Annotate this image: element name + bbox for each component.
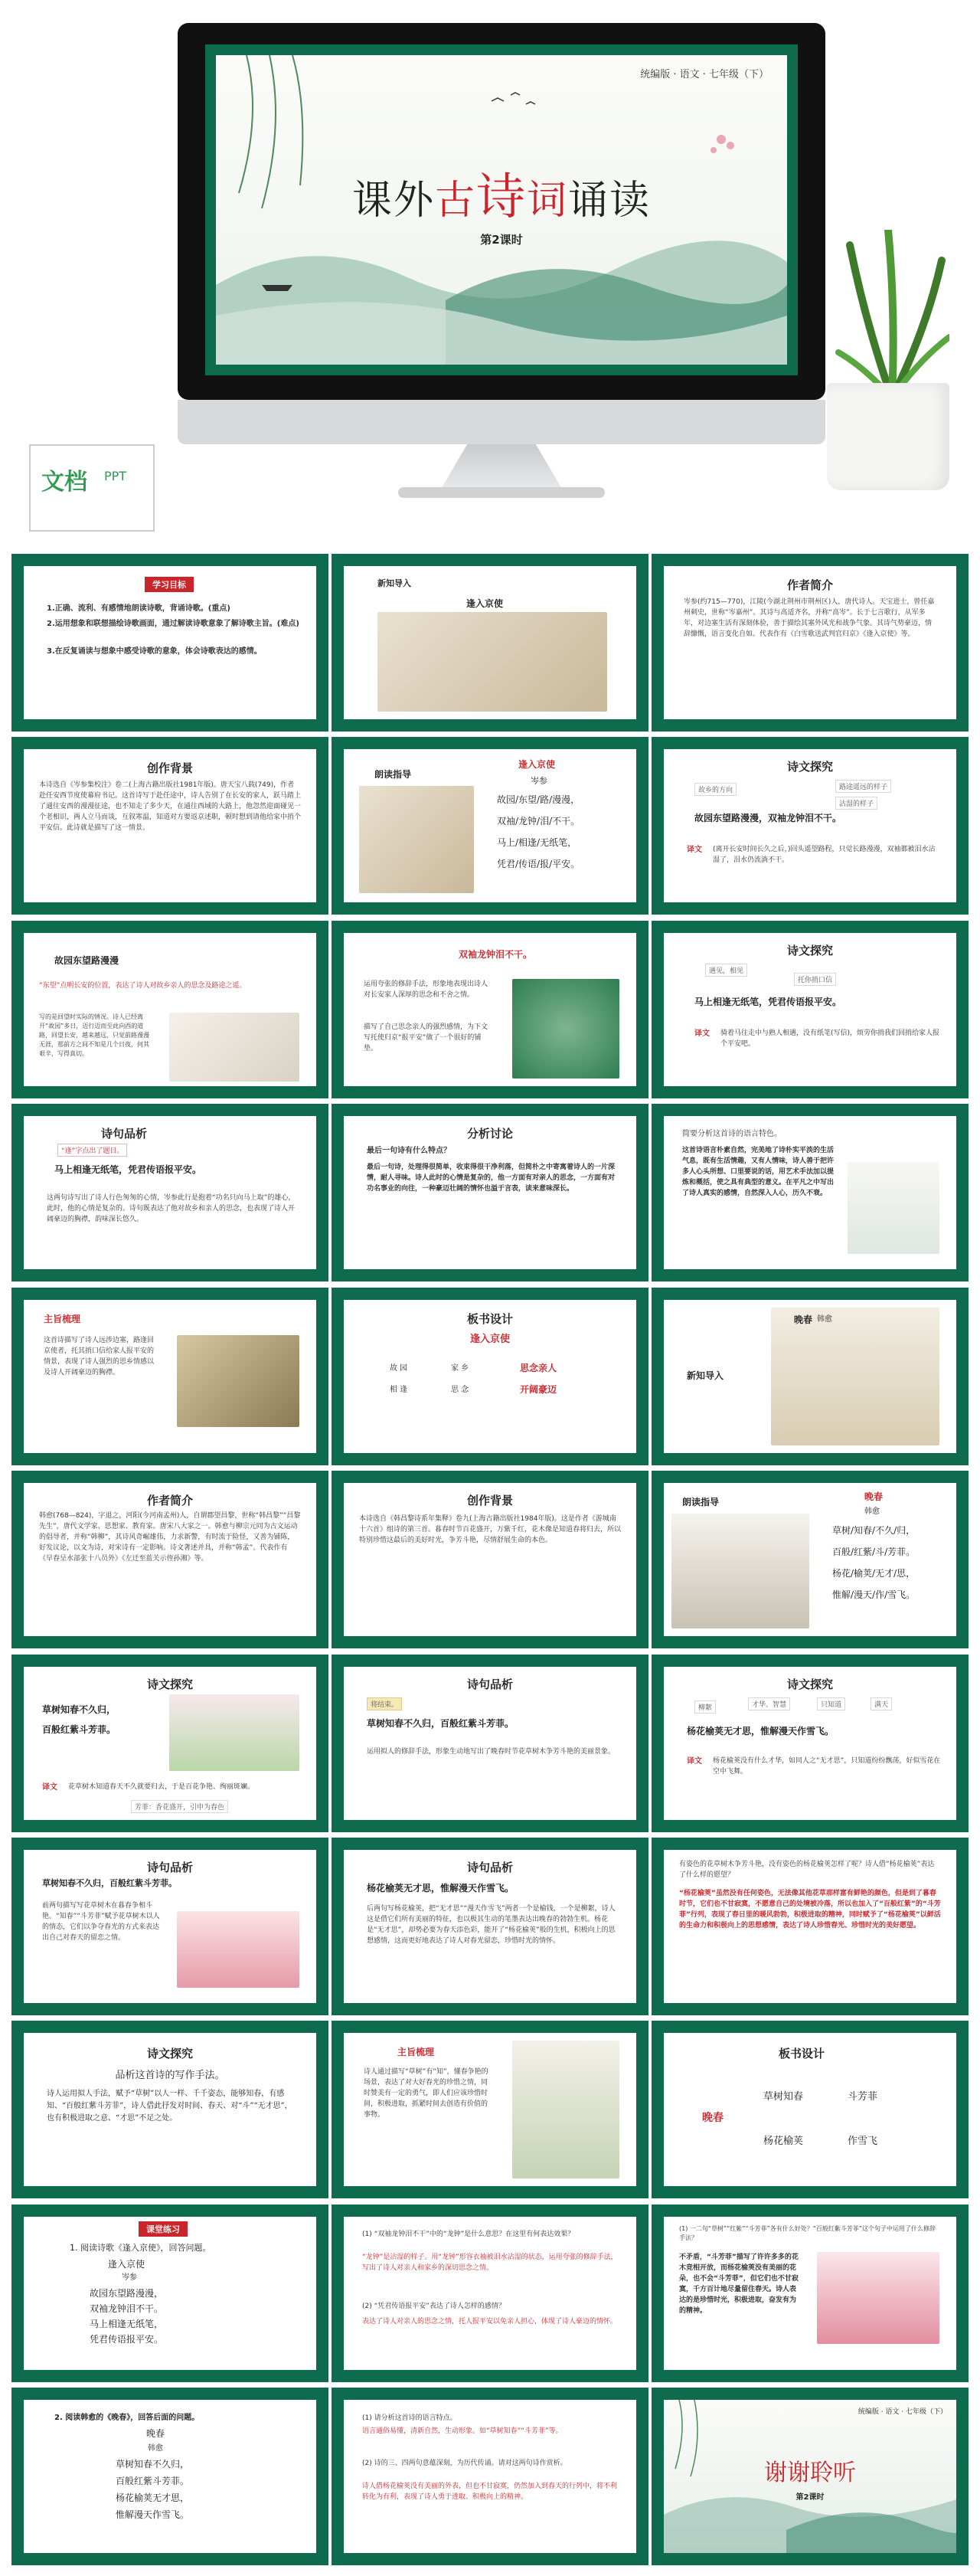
board-title: 逢入京使 [469, 1334, 510, 1345]
question: 品析这首诗的写作手法。 [115, 2070, 225, 2081]
slide-theme-2 [332, 2021, 648, 2198]
poem-line-2: 百般/红紫/斗/芳菲。 [832, 1547, 916, 1557]
slide-explore-1 [652, 737, 969, 915]
analysis-body-2: 描写了自己思念亲人的强烈感情，为下文写托使归京“报平安”做了一个很好的铺垫。 [364, 1023, 488, 1052]
slide-board-1 [332, 1288, 648, 1465]
background-body: 本诗选自《岑参集校注》卷二(上海古籍出版社1981年版)。唐天宝八载(749)，作者赴任安西节度使幕府书记。这首诗写于赴任途中，诗人告别了在长安的家人，跃马踏上了通往安西的漫漫征途，也不知走了多少天，在通往西域的大路上，他忽然迎面碰见一个老相识，两人立马而谈，互叙寒温，知道对方要返京述职，顿时想到请他给家中捎个平安信。此诗就是描写了这一情景。 [39, 781, 302, 832]
slide-discussion-1 [332, 1104, 648, 1281]
keyword-note: 只知道 [817, 1697, 845, 1710]
slide-title: 创作背景 [466, 1494, 513, 1507]
tag-label: 主旨梳理 [44, 1314, 81, 1324]
poem-line-4: 凭君/传语/报/平安。 [497, 859, 580, 869]
title-part-e: 诵读 [568, 178, 652, 224]
hero-section [0, 0, 980, 552]
slide-line-analysis-5 [11, 1838, 328, 2015]
poem-line: 草树知春不久归，百般红紫斗芳菲。 [42, 1878, 177, 1888]
slide-explore-4 [652, 1655, 969, 1832]
translation-label: 译文 [687, 1757, 702, 1766]
boat-illustration [848, 1162, 939, 1254]
board-item: 杨花榆荚 [763, 2136, 804, 2147]
monitor-chin [178, 400, 825, 444]
lesson-label: 第2课时 [795, 2493, 825, 2502]
keyword-note: 路途遥远的样子 [835, 780, 891, 793]
spring-painting [771, 1308, 939, 1445]
slide-title: 诗句品析 [100, 1127, 147, 1141]
peach-blossom-illustration [817, 2252, 939, 2344]
poem-line-3: 马上/相逢/无纸笔， [497, 837, 577, 848]
translation-label: 译文 [42, 1783, 57, 1792]
author-body: 韩愈(768—824)，字退之，河阳(今河南孟州)人，自谓郡望昌黎，世称“韩昌黎”“昌黎先生”，唐代文学家、思想家、教育家。唐宋八大家之一。韩愈与柳宗元同为古文运动的倡导者，并称“韩柳”，其诗风奇崛雄伟，力求新警，有时流于险怪，又善为铺陈，好发议论，以文为诗，对宋诗有一定影响。诗文著述并具，并称“韩孟”。代表作有《早春呈水部张十八员外》《左迁至蓝关示侄孙湘》等。 [39, 1512, 301, 1563]
poem-line-1: 草树知春不久归， [42, 1704, 116, 1715]
poem-line-2: 百般红紫斗芳菲。 [42, 1724, 116, 1735]
slide-practice-1 [11, 2204, 328, 2382]
question: 简要分析这首诗的语言特色。 [682, 1130, 782, 1138]
poem-line-1: 故园东望路漫漫， [90, 2288, 164, 2299]
analysis-body-1: 运用夸张的修辞手法，形象地表现出诗人对长安家人深厚的思念和不舍之情。 [364, 980, 488, 999]
slide-title: 朗读指导 [682, 1497, 720, 1507]
keyword-note: 遇见，相见 [705, 964, 747, 977]
poem-line-4: 凭君传语报平安。 [90, 2334, 164, 2345]
question-2: (2) “凭君传语报平安”表达了诗人怎样的感情？ [362, 2303, 505, 2310]
slide-learning-goals [11, 554, 328, 732]
study-illustration [169, 1013, 299, 1082]
poem-author: 韩愈 [864, 1507, 880, 1516]
title-part-a: 课外 [351, 178, 435, 224]
slide-title: 作者简介 [146, 1494, 193, 1507]
keyword-note: 才华、智慧 [748, 1697, 790, 1710]
slide-explore-2 [652, 921, 969, 1098]
poem-author: 岑参 [531, 776, 547, 786]
slide-reading-2 [652, 1471, 969, 1648]
keyword-note: 沾湿的样子 [835, 797, 877, 810]
poem-author: 韩愈 [148, 2444, 163, 2453]
poem-line: 双袖龙钟泪不干。 [459, 949, 533, 960]
poem-line: 杨花榆荚无才思，惟解漫天作雪飞。 [687, 1726, 835, 1736]
thanks-title: 谢谢聆听 [764, 2460, 856, 2486]
author-body: 岑参(约715—770)，江陵(今湖北荆州市荆州区)人，唐代诗人。天宝进士，曾任嘉州刺史，世称“岑嘉州”。其诗与高适齐名，并称“高岑”。长于七言歌行，从军多年，对边塞生活有深刻体验，善于描绘其塞外风光和战争气象。其诗气势豪迈，情辞慷慨，语言变化自如。代表作有《白雪歌送武判官归京》《逢入京使》等。 [684, 598, 935, 638]
translation-label: 译文 [687, 846, 702, 854]
answer: 这首诗语言朴素自然，完美地了诗朴实平淡的生活气息，既有生活情趣，又有人情味，诗人善于把许多人心头所想、口里要说的话，用艺术手法加以提炼和概括，使之具有典型的意义。在平凡之中写出了诗人真实的感情，自然深入人心，历久不衰。 [682, 1147, 835, 1197]
poem-title: 晚春 [794, 1314, 813, 1325]
analysis-red: “东望”点明长安的位置，表达了诗人对故乡亲人的思念及路途之遥。 [39, 982, 247, 990]
board-title: 晚春 [702, 2112, 724, 2124]
slide-line-analysis-3 [11, 1104, 328, 1281]
poem-line: 故园东望路漫漫，双袖龙钟泪不干。 [694, 813, 842, 823]
speech-bubble: “逢”字点出了题目。 [57, 1144, 127, 1157]
answer: 最后一句诗，处理得很简单，收束得很干净利落，但简朴之中寄寓着诗人的一片深情，耐人寻味。诗人此时的心情是复杂的，他一方面有对亲人的思念，一方面有对功名事业的向往，一种豪迈壮阔的情怀也溢于言表，读来意味深长。 [367, 1164, 616, 1193]
board-result: 思念亲人 [520, 1363, 557, 1373]
keyword-note: 托你捎口信 [794, 973, 836, 986]
slide-intro-1 [332, 554, 648, 732]
poem-line-1: 故园/东望/路/漫漫， [497, 794, 580, 805]
title-part-b: 古 [434, 178, 476, 224]
board-item: 家 乡 [451, 1364, 469, 1373]
slide-title: 诗句品析 [466, 1861, 513, 1874]
analysis-body: 写的是回望时实际的情况。诗人已经离开“故园”多日，迈行迈而至此向西的道路，回望长安，越来越远，只觉前路漫漫无涯，那前方之间不知是几个日夜，何其艰辛，写得真切。 [39, 1013, 149, 1057]
brand-logo: 文档 [41, 469, 87, 496]
tag-label: 学习目标 [145, 577, 194, 592]
poem-line-1: 草树/知春/不久/归， [832, 1525, 916, 1536]
monitor-stand [440, 444, 563, 490]
slide-line-analysis-6 [332, 1838, 648, 2015]
question: 2. 阅读韩愈的《晚春》，回答后面的问题。 [54, 2414, 200, 2422]
goal-1: 1.正确、流利、有感情地朗读诗歌，背诵诗歌。(重点) [47, 604, 230, 613]
poem-line-1: 草树知春不久归， [116, 2459, 190, 2470]
monitor-base [398, 487, 605, 498]
translation-text: 花草树木知道春天不久就要归去，于是百花争艳、绚丽斑斓。 [68, 1783, 255, 1791]
slide-title: 诗文探究 [146, 1678, 193, 1691]
answer-1: 语言通俗易懂，清新自然，生动形象。如“草树知春”“斗芳菲”等。 [362, 2427, 563, 2435]
keyword-note: 柳絮 [694, 1700, 716, 1714]
translation-text: 骑着马往走中与熟人相遇，没有纸笔(写信)，烦劳你捎我们回捎给家人报个平安吧。 [720, 1029, 940, 1048]
question: 最后一句诗有什么特点？ [367, 1147, 451, 1155]
slide-title: 诗句品析 [466, 1678, 513, 1691]
slide-thanks [652, 2388, 969, 2565]
poem-line: 草树知春不久归，百般红紫斗芳菲。 [367, 1718, 514, 1729]
desk-calendar [29, 444, 155, 532]
board-item: 思 念 [451, 1386, 469, 1394]
slide-line-analysis-4 [332, 1655, 648, 1832]
blossom-painting [671, 1514, 809, 1628]
slide-title: 板书设计 [466, 1312, 513, 1326]
slide-title: 诗文探究 [146, 2047, 193, 2060]
slide-title: 诗文探究 [786, 760, 833, 774]
analysis-body: 运用拟人的修辞手法，形象生动地写出了晚春时节花草树木争芳斗艳的美丽景象。 [367, 1748, 616, 1756]
question: (1) 一二句“草树”“红紫”“斗芳菲”各有什么好处？“百般红紫斗芳菲”这个句子中运用了什么修辞手法？ [679, 2225, 936, 2241]
main-title [216, 158, 787, 228]
title-slide [216, 55, 787, 365]
willow-painting [512, 2041, 619, 2178]
pine-illustration [512, 979, 619, 1079]
slide-title: 新知导入 [377, 578, 411, 588]
title-part-d: 词 [527, 178, 569, 224]
slide-discussion-2 [652, 1838, 969, 2015]
scholar-painting [359, 786, 474, 893]
goal-2: 2.运用想象和联想描绘诗歌画面，通过解读诗歌意象了解诗歌主旨。(难点) [47, 620, 299, 628]
horse-painting [377, 612, 607, 712]
brand-logo-sub: PPT [104, 469, 127, 483]
poem-author: 韩愈 [817, 1315, 832, 1324]
answer-1: “龙钟”是沾湿的样子。用“龙钟”形容衣袖被泪水沾湿的状态，运用夸张的修辞手法，写出了诗人对亲人和家乡的深切思念之情。 [362, 2254, 618, 2272]
slide-author-1 [652, 554, 969, 732]
slide-title: 作者简介 [786, 578, 833, 592]
board-item: 故 园 [390, 1364, 408, 1373]
analysis-body: 后两句写杨花榆荚，把“无才思”“漫天作雪飞”两者一个是榆钱，一个是柳絮，诗人这是借它们所有美丽的特征，也以极其生动的笔墨表达出晚春的勃勃生机。杨花是“无才思”，却势必要为春天添色彩，能开了“杨花榆荚”般的生机，积极向上的思想感情，这而更好地表达了诗人对春光留恋，珍惜时光的情怀。 [367, 1905, 616, 1945]
poem-line-4: 惟解漫天作雪飞。 [116, 2509, 190, 2520]
slide-title: 诗句品析 [146, 1861, 193, 1874]
poem-line: 马上相逢无纸笔，凭君传语报平安。 [54, 1164, 202, 1175]
slide-practice-5 [332, 2388, 648, 2565]
translation-label: 译文 [694, 1029, 710, 1038]
analysis-body: 诗人运用拟人手法，赋予“草树”以人一样、千千姿态，能够知春，有感知、“百般红紫斗芳菲”，诗人借此抒发对时间、春天、对“斗”“无才思”，也有积极进取之意、“才思”不足之处。 [47, 2090, 292, 2123]
slide-explore-3 [11, 1655, 328, 1832]
poem-line-3: 马上相逢无纸笔， [90, 2319, 164, 2329]
blossom-illustration [177, 1911, 299, 1988]
travelers-painting [177, 1335, 299, 1427]
slide-title: 朗读指导 [374, 769, 412, 780]
theme-body: 这首诗描写了诗人远涉边塞，路逢回京使者，托其捎口信给家人报平安的情景，表现了诗人强烈的思乡情感以及诗人开阔豪迈的胸襟。 [44, 1337, 155, 1376]
question-1: (1) “双袖龙钟泪不干”中的“龙钟”是什么意思？在这里有何表达效果？ [362, 2231, 575, 2238]
slide-explore-5 [11, 2021, 328, 2198]
poem-line-2: 双袖龙钟泪不干。 [90, 2303, 164, 2314]
lesson-label: 第2课时 [480, 233, 523, 247]
slide-theme-1 [11, 1288, 328, 1465]
slide-background-1 [11, 737, 328, 915]
answer: 不矛盾，“斗芳菲”描写了许许多多的花木竞相开放，而杨花榆荚没有美丽的花朵，也不会“斗芳菲”，但它们也不甘寂寞，千方百计地尽量留住春天。诗人表达的是珍惜时光，积极进取，奋发有为的精神。 [679, 2254, 799, 2315]
board-item: 相 逢 [390, 1386, 408, 1394]
edition-label: 统编版 · 语文 · 七年级（下） [858, 2408, 947, 2416]
title-part-c: 诗 [476, 169, 527, 226]
translation-text: 杨花榆荚没有什么才华，如同人之“无才思”，只知道纷纷飘荡，好似雪花在空中飞舞。 [713, 1757, 941, 1776]
poem-line-3: 杨花榆荚无才思， [116, 2493, 190, 2503]
monitor [178, 23, 825, 400]
slide-board-2 [652, 2021, 969, 2198]
poem-line: 马上相逢无纸笔，凭君传语报平安。 [694, 997, 842, 1007]
poem-title: 晚春 [146, 2428, 165, 2439]
slide-title: 创作背景 [146, 761, 193, 775]
board-item: 作雪飞 [848, 2136, 878, 2147]
slide-intro-2 [652, 1288, 969, 1465]
flowers-illustration [169, 1694, 299, 1771]
keyword-note: 芳菲：香花盛开，引申为春色 [131, 1800, 228, 1813]
slide-line-analysis-2 [332, 921, 648, 1098]
board-item: 斗芳菲 [848, 2091, 878, 2103]
slide-title: 新知导入 [687, 1370, 724, 1381]
slide-author-2 [11, 1471, 328, 1648]
slide-title: 诗文探究 [786, 944, 833, 957]
slide-practice-4 [11, 2388, 328, 2565]
slide-practice-2 [332, 2204, 648, 2382]
analysis-body: 前两句描写写花草树木在暮春争相斗艳。“知春”“斗芳菲”赋予花草树木以人的情态，它们以争夺春光的方式来表达出自己对春天的留恋之情。 [42, 1902, 160, 1942]
question: 有姿色的花草树木争芳斗艳，没有姿色的杨花榆荚怎样了呢？诗人借“杨花榆荚”表达了什么样的愿望？ [679, 1861, 935, 1879]
answer-2: 诗人借杨花榆荚没有美丽的外表，但也不甘寂寞，仍然加入到春天的行列中，将不利转化为有利，表现了诗人勇于进取、积极向上的精神。 [362, 2483, 618, 2501]
answer-2: 表达了诗人对亲人的思念之情，托人报平安以免亲人担心，体现了诗人豪迈的情怀。 [362, 2318, 618, 2326]
theme-body: 诗人通过描写“草树”有“知”，懂春争艳的场景，表达了对大好春光的珍惜之情，同时赞美有一定的勇气，即人们应该珍惜时间，积极进取，抓紧时间去创造有价值的事物。 [364, 2068, 488, 2119]
poem-line-4: 惟解/漫天/作/雪飞。 [832, 1589, 916, 1600]
goal-3: 3.在反复诵读与想象中感受诗歌的意象，体会诗歌表达的感情。 [47, 647, 262, 656]
slide-background-2 [332, 1471, 648, 1648]
poem-line-2: 双袖/龙钟/泪/不干。 [497, 816, 580, 826]
slide-line-analysis-1 [11, 921, 328, 1098]
poem-title: 晚春 [864, 1491, 884, 1502]
slide-title: 板书设计 [779, 2047, 825, 2060]
tag-label: 主旨梳理 [397, 2047, 435, 2057]
slide-language-1 [652, 1104, 969, 1281]
edition-label: 统编版 · 语文 · 七年级（下） [640, 69, 769, 80]
question: 1. 阅读诗歌《逢入京使》，回答问题。 [70, 2243, 211, 2253]
translation-text: (离开长安时间长久之后，)回头遥望路程，只觉长路漫漫，双袖都被泪水沾湿了，泪水仍流淌不干。 [713, 846, 936, 864]
poem-line: 杨花榆荚无才思，惟解漫天作雪飞。 [367, 1883, 514, 1894]
analysis-body: 这两句诗写出了诗人行色匆匆的心情，岑参此行是抱着“功名只向马上取”的雄心，此时，他的心情是复杂的。诗句既表达了他对故乡和亲人的思念，也表现了诗人开阔豪迈的胸襟，韵味深长悠久。 [47, 1194, 296, 1223]
slide-title: 诗文探究 [786, 1678, 833, 1691]
keyword-note: 将结束。 [367, 1697, 402, 1710]
plant-pot [827, 383, 949, 490]
poem-line-2: 百般红紫斗芳菲。 [116, 2476, 190, 2486]
slide-practice-3 [652, 2204, 969, 2382]
tag-label: 课堂练习 [139, 2221, 188, 2237]
slide-reading-1 [332, 737, 648, 915]
board-item: 草树知春 [763, 2091, 804, 2103]
keyword-note: 故乡的方向 [694, 783, 737, 796]
poem-title: 逢入京使 [108, 2259, 145, 2270]
monitor-screen [205, 44, 798, 375]
poem-author: 岑参 [122, 2273, 137, 2282]
keyword-note: 满天 [871, 1697, 892, 1710]
question-2: (2) 诗的三、四两句意蕴深刻，为历代传诵。请对这两句诗作赏析。 [362, 2460, 567, 2467]
board-result: 开阔豪迈 [520, 1384, 557, 1395]
background-body: 本诗选自《韩昌黎诗系年集释》卷九(上海古籍出版社1984年版)。这是作者《游城南十六首》组诗的第三首。暮春时节百花盛开，万紫千红，花木像是知道春将归去，所以特别珍惜这最后的美好时光，争芳斗艳，尽情舒展生命的本色。 [359, 1515, 622, 1544]
answer: “杨花榆荚”虽然没有任何姿色，无法像其他花草那样富有鲜艳的颜色，但是到了暮春时节，它们也不甘寂寞，不愿意自己的处境被冷落，所以也加入了“百般红紫”的“斗芳菲”行列，表现了春日里的暖风勃勃，积极进取的精神，同时赋予了“杨花榆荚”以鲜活的生命力和积极向上的思想感情，表达了诗人珍惜春光、珍惜时光的美好愿望。 [679, 1890, 941, 1930]
slide-title: 分析讨论 [466, 1127, 513, 1141]
poem-title: 逢入京使 [466, 598, 504, 609]
poem-line: 故园东望路漫漫 [54, 955, 119, 966]
question-1: (1) 请分析这首诗的语言特点。 [362, 2414, 457, 2422]
poem-line-3: 杨花/榆荚/无才/思， [832, 1568, 916, 1579]
poem-title: 逢入京使 [518, 759, 556, 770]
